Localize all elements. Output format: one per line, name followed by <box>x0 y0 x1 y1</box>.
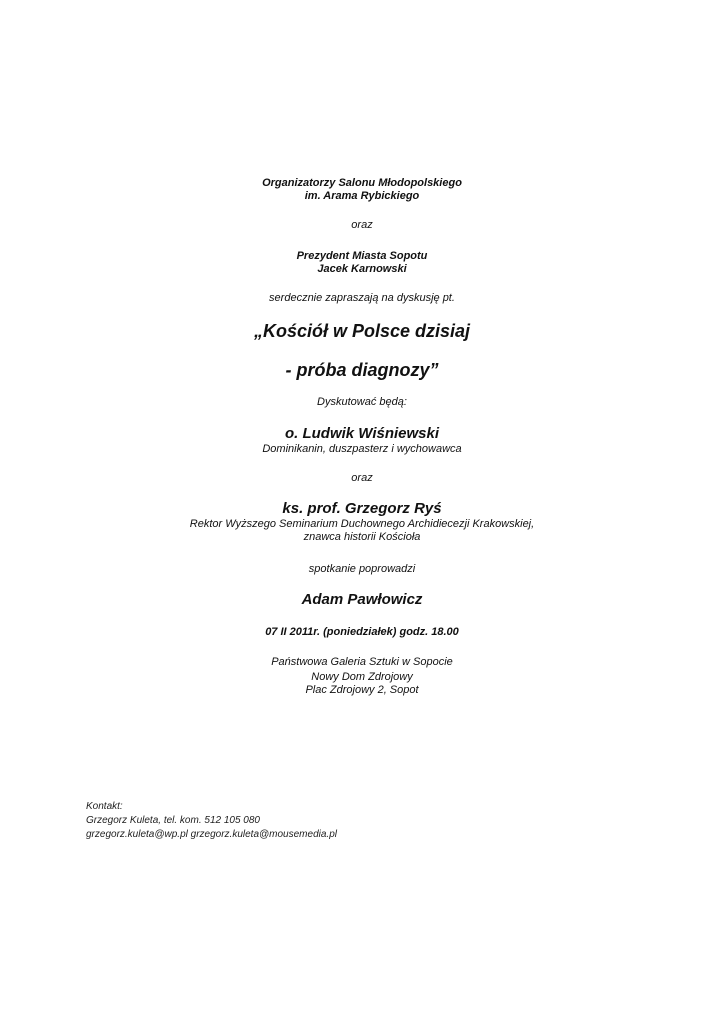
moderator-name: Adam Pawłowicz <box>301 591 423 608</box>
president-block <box>0 250 724 276</box>
venue-line-2: Nowy Dom Zdrojowy <box>311 671 413 683</box>
speaker-1-description: Dominikanin, duszpasterz i wychowawca <box>262 443 462 455</box>
president-line-2: Jacek Karnowski <box>317 263 407 275</box>
event-title-line-2: - próba diagnozy” <box>285 360 439 380</box>
event-title-line-2-block <box>0 359 724 381</box>
president-line-1: Prezydent Miasta Sopotu <box>296 250 428 262</box>
speaker-2-description-line-1: Rektor Wyższego Seminarium Duchownego Archidiecezji Krakowskiej, <box>189 518 535 530</box>
speaker-1-block <box>0 425 724 456</box>
event-title-line-1: „Kościół w Polsce dzisiaj <box>253 321 471 341</box>
discussants-intro: Dyskutować będą: <box>317 396 407 408</box>
venue-block <box>0 656 724 697</box>
organizers-block <box>0 177 724 203</box>
organizers-line-1: Organizatorzy Salonu Młodopolskiego <box>262 177 462 189</box>
organizers-line-2: im. Arama Rybickiego <box>304 190 420 202</box>
speaker-1-name: o. Ludwik Wiśniewski <box>284 425 440 442</box>
invitation-block <box>0 292 724 305</box>
contact-label: Kontakt: <box>86 801 123 812</box>
datetime-block <box>0 626 724 639</box>
speaker-2-name: ks. prof. Grzegorz Ryś <box>282 500 442 517</box>
moderator-intro: spotkanie poprowadzi <box>308 563 416 575</box>
contact-emails: grzegorz.kuleta@wp.pl grzegorz.kuleta@mousemedia.pl <box>86 829 337 840</box>
venue-line-1: Państwowa Galeria Sztuki w Sopocie <box>271 656 453 668</box>
event-title-line-1-block <box>0 320 724 342</box>
event-datetime: 07 II 2011r. (poniedziałek) godz. 18.00 <box>265 626 459 638</box>
invitation-text: serdecznie zapraszają na dyskusję pt. <box>269 292 455 304</box>
discussants-intro-block <box>0 396 724 409</box>
contact-person-phone: Grzegorz Kuleta, tel. kom. 512 105 080 <box>86 815 260 826</box>
speaker-2-description-line-2: znawca historii Kościoła <box>303 531 421 543</box>
speaker-2-block <box>0 500 724 544</box>
oraz-first <box>0 219 724 232</box>
oraz-text-1: oraz <box>351 219 373 231</box>
moderator-name-block <box>0 591 724 609</box>
oraz-text-2: oraz <box>351 472 373 484</box>
oraz-second <box>0 472 724 485</box>
venue-line-3: Plac Zdrojowy 2, Sopot <box>305 684 419 696</box>
moderator-intro-block <box>0 563 724 576</box>
contact-block <box>86 800 337 842</box>
